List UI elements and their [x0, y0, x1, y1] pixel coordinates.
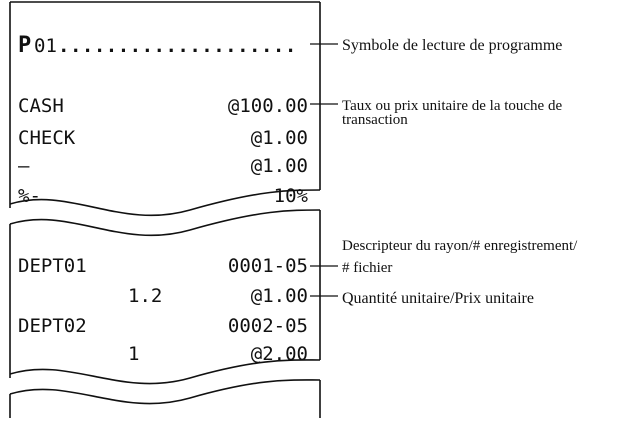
- row-dept02-qty: 1: [128, 343, 140, 365]
- annotation-qty-price: Quantité unitaire/Prix unitaire: [342, 290, 534, 307]
- program-symbol: P: [18, 33, 32, 58]
- row-dept02-price: @2.00: [250, 343, 308, 365]
- annotation-rate-line2: transaction: [342, 112, 408, 128]
- row-dept01-label: DEPT01: [18, 255, 87, 277]
- row-dept01-qty: 1.2: [128, 285, 163, 307]
- leader-lines: [310, 44, 338, 296]
- row-dept02-value: 0002-05: [227, 315, 308, 337]
- row-check-value: @1.00: [250, 127, 308, 149]
- row-cash-value: @100.00: [227, 95, 308, 117]
- receipt-bottom-border: [10, 380, 320, 418]
- tear-line-1b: [10, 210, 320, 235]
- row-check-label: CHECK: [18, 127, 76, 149]
- annotation-dept-line2: # fichier: [342, 260, 393, 276]
- row-cash-label: CASH: [18, 95, 64, 117]
- row-minus-value: @1.00: [250, 155, 308, 177]
- row-percent-value: 10%: [273, 185, 308, 207]
- annotation-rate-line1: Taux ou prix unitaire de la touche de: [342, 98, 563, 114]
- row-dept02-label: DEPT02: [18, 315, 87, 337]
- program-dots: ....................: [58, 35, 297, 57]
- row-percent-label: %-: [18, 185, 41, 207]
- row-minus-label: –: [18, 155, 30, 177]
- row-dept01-price: @1.00: [250, 285, 308, 307]
- row-dept01-value: 0001-05: [227, 255, 308, 277]
- program-code: 01: [34, 35, 57, 57]
- annotation-program-symbol: Symbole de lecture de programme: [342, 37, 563, 54]
- annotation-dept-line1: Descripteur du rayon/# enregistrement/: [342, 238, 578, 254]
